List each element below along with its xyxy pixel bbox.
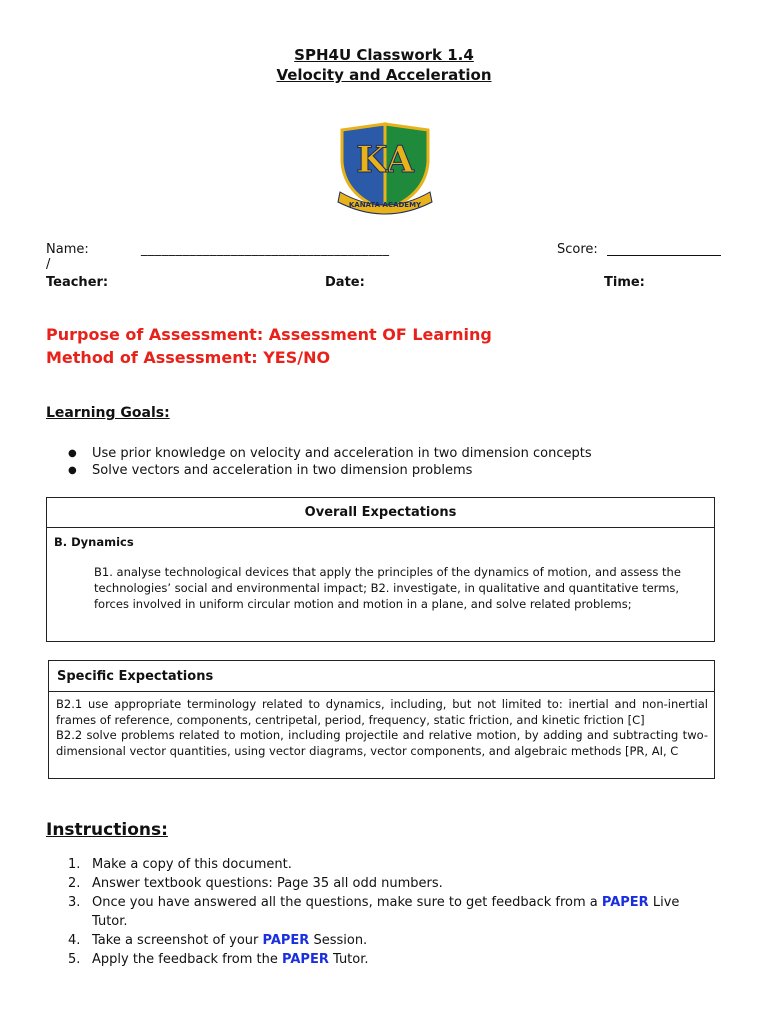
step-text-end: Session. xyxy=(309,933,368,948)
expectation-b2-2: B2.2 solve problems related to motion, including projectile and relative motion, by adding and subtracting two-dimensional vector quantities, using vector diagrams, vector components, and algebraic methods [PR, AI, C xyxy=(56,728,708,758)
step-text: Make a copy of this document. xyxy=(92,857,292,872)
list-item xyxy=(46,950,696,969)
overall-expectations-text: B1. analyse technological devices that apply the principles of the dynamics of motion, and assess the technologies’ social and environmental impact; B2. investigate, in qualitative and quantitative terms, forces involved in uniform circular motion and motion in a plane, and solve related problems; xyxy=(94,565,681,611)
name-slash: / xyxy=(46,257,51,272)
method-of-assessment: Method of Assessment: YES/NO xyxy=(46,348,331,367)
paper-highlight: PAPER xyxy=(262,933,310,948)
teacher-label: Teacher: xyxy=(46,275,109,290)
list-item xyxy=(46,855,696,874)
purpose-of-assessment: Purpose of Assessment: Assessment OF Learning xyxy=(46,325,492,344)
learning-goals-list xyxy=(46,446,726,479)
step-text: Once you have answered all the questions, make sure to get feedback from a xyxy=(92,895,602,910)
document-subtitle: Velocity and Acceleration xyxy=(276,66,492,84)
document-title: SPH4U Classwork 1.4 xyxy=(294,46,474,64)
list-item xyxy=(46,893,696,931)
overall-expectations-heading: Overall Expectations xyxy=(47,498,714,528)
name-field[interactable]: ____________________________________ xyxy=(141,242,390,257)
list-item: ● Solve vectors and acceleration in two dimension problems xyxy=(46,463,726,480)
learning-goals-heading: Learning Goals: xyxy=(46,405,170,421)
score-label: Score: xyxy=(557,242,598,257)
time-label: Time: xyxy=(604,275,645,290)
step-number: 3. xyxy=(68,895,81,910)
list-item xyxy=(46,931,696,950)
dynamics-section-label: B. Dynamics xyxy=(54,535,134,549)
step-text: Answer textbook questions: Page 35 all odd numbers. xyxy=(92,876,443,891)
expectation-b2-1: B2.1 use appropriate terminology related to dynamics, including, but not limited to: inertial and non-inertial frames of reference, components, centripetal, period, frequency, static friction, and kinetic friction [C] xyxy=(56,697,708,727)
name-label: Name: xyxy=(46,242,89,257)
logo-letters: KA xyxy=(356,139,414,181)
kanata-academy-logo xyxy=(334,122,436,218)
instructions-list xyxy=(46,855,696,969)
step-number: 4. xyxy=(68,933,81,948)
step-number: 1. xyxy=(68,857,81,872)
specific-expectations-heading: Specific Expectations xyxy=(49,661,714,692)
paper-highlight: PAPER xyxy=(601,895,649,910)
step-text: Take a screenshot of your xyxy=(92,933,263,948)
step-number: 5. xyxy=(68,952,81,967)
step-text-end: Tutor. xyxy=(328,952,369,967)
step-number: 2. xyxy=(68,876,81,891)
logo-banner-text: KANATA ACADEMY xyxy=(348,201,422,209)
paper-highlight: PAPER xyxy=(282,952,329,967)
date-label: Date: xyxy=(325,275,365,290)
step-text: Apply the feedback from the xyxy=(92,952,283,967)
crest-shield-icon xyxy=(334,122,436,218)
score-field[interactable] xyxy=(607,255,721,256)
list-item xyxy=(46,874,696,893)
specific-expectations-table xyxy=(48,660,715,779)
instructions-heading: Instructions: xyxy=(46,820,168,840)
step-text-end: Live Tutor. xyxy=(92,895,680,929)
overall-expectations-table xyxy=(46,497,715,642)
list-item: ● Use prior knowledge on velocity and acceleration in two dimension concepts xyxy=(46,446,726,463)
